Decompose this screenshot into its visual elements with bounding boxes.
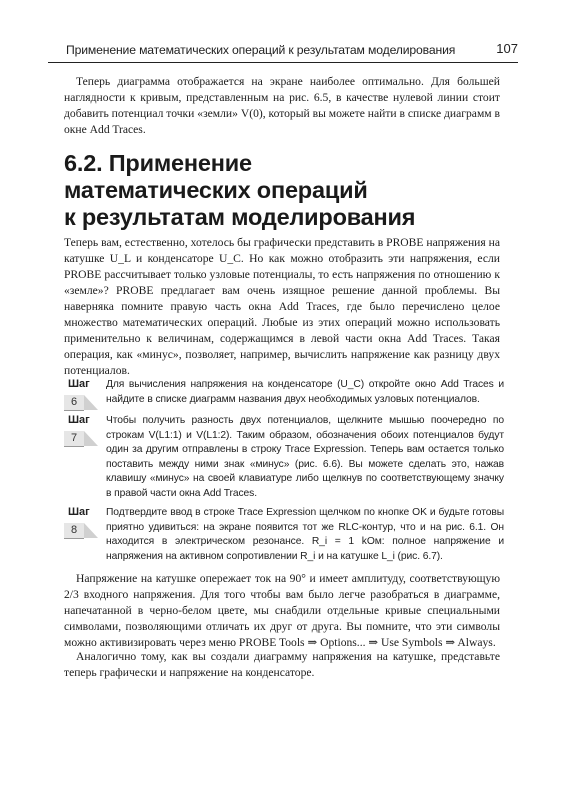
body-paragraph-2: Теперь вам, естественно, хотелось бы графически представить в PROBE напряжения на катушке U_L и конденсаторе U_C. Но как можно отобразить эти напряжения, если PROBE рассчитывает только узловые потенциалы, то есть напряжения по отношению к «земле»? PROBE предлагает вам очень изящное решение данной проблемы. Вы наверняка помните правую часть окна Add Traces, где было перечислено целое множество математических операций. Любые из этих операций можно использовать применительно к величинам, содержащимся в левой части окна Add Traces. Такая операция, как «минус», позволяет, например, вычислить напряжение как разницу двух потенциалов. xyxy=(64,236,500,377)
section-heading-line-1: 6.2. Применение xyxy=(64,150,252,176)
step-text: Для вычисления напряжения на конденсаторе (U_C) откройте окно Add Traces и найдите в списке диаграмм названия двух необходимых узловых потенциалов. xyxy=(106,379,504,405)
step-text: Чтобы получить разность двух потенциалов, щелкните мышью поочередно по строкам V(L1:1) и V(L1:2). Таким образом, обозначения обоих потенциалов будут один за другим отправлены в строку Trace Expression. Теперь вам остается только поставить между ними знак «минус» (рис. 6.6). Вы можете сделать это, нажав клавишу «минус» на своей клавиатуре либо щелкнув по соответствующему значку в правой части окна Add Traces. xyxy=(106,415,504,499)
step-badge-8 xyxy=(64,506,102,540)
running-header-title: Применение математических операций к результатам моделирования xyxy=(66,43,456,57)
page-number: 107 xyxy=(496,41,518,56)
step-7 xyxy=(64,414,504,504)
step-label: Шаг xyxy=(68,506,90,518)
intro-paragraph: Теперь диаграмма отображается на экране наиболее оптимально. Для большей наглядности к кривым, представленным на рис. 6.5, в качестве нулевой линии стоит добавить потенциал точки «земли» V(0), который вы можете найти в списке диаграмм в окне Add Traces. xyxy=(64,75,500,136)
step-text: Подтвердите ввод в строке Trace Expression щелчком по кнопке OK и будьте готовы приятно удивиться: на экране появится тот же RLC-контур, что и на рис. 6.1. Он находится в электрическом резонансе. R_i = 1 kОм: полное напряжение и напряжения на активном сопротивлении R_i и на катушке L_i (рис. 6.7). xyxy=(106,507,504,562)
step-8 xyxy=(64,506,504,566)
step-badge-7 xyxy=(64,414,102,448)
step-number: 7 xyxy=(64,431,84,447)
step-number: 8 xyxy=(64,523,84,539)
section-heading xyxy=(64,150,504,231)
body-paragraph-3: Напряжение на катушке опережает ток на 90° и имеет амплитуду, соответствующую 2/3 входного напряжения. Для того чтобы вам было легче разобраться в диаграмме, напечатанной в черно-белом цвете, мы снабдили отдельные кривые специальными символами, позволяющими отличать их друг от друга. Вы помните, что эти символы можно активизировать через меню PROBE Tools ⇒ Options... ⇒ Use Symbols ⇒ Always. xyxy=(64,572,500,649)
step-6 xyxy=(64,378,504,414)
step-badge-arrow xyxy=(84,395,98,410)
running-header xyxy=(48,38,518,63)
step-badge-arrow xyxy=(84,431,98,446)
section-heading-line-2: математических операций xyxy=(64,177,368,203)
section-heading-line-3: к результатам моделирования xyxy=(64,204,416,230)
step-label: Шаг xyxy=(68,414,90,426)
step-badge-arrow xyxy=(84,523,98,538)
step-badge-6 xyxy=(64,378,102,412)
body-paragraph-4: Аналогично тому, как вы создали диаграмму напряжения на катушке, представьте теперь графически и напряжение на конденсаторе. xyxy=(64,650,500,679)
step-label: Шаг xyxy=(68,378,90,390)
step-number: 6 xyxy=(64,395,84,411)
